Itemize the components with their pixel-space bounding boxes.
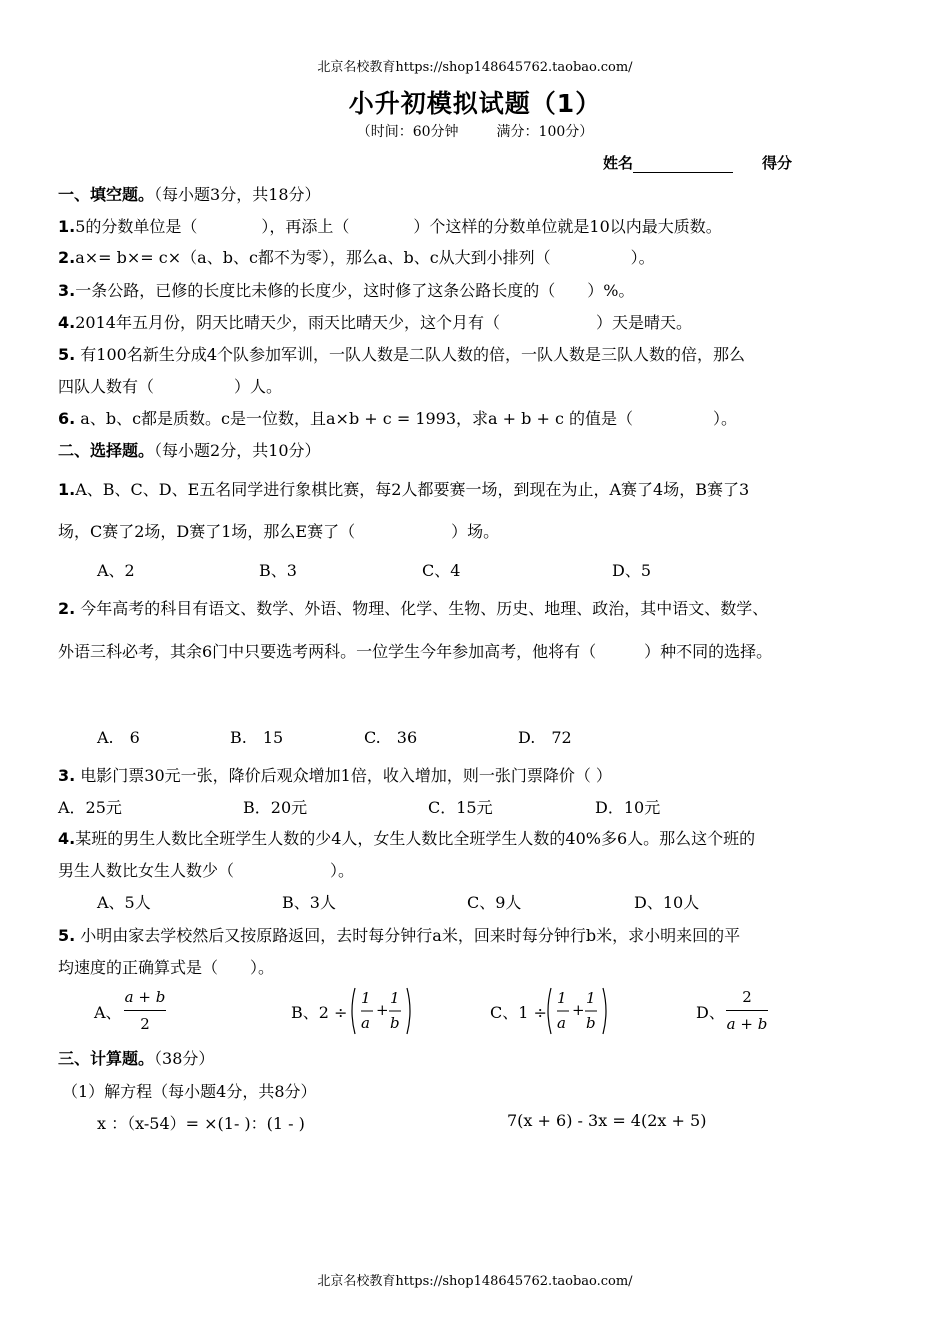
q5-c-plus: + xyxy=(572,1001,585,1019)
q5-option-c-label: C、1 ÷ xyxy=(490,1003,547,1022)
q5-option-d[interactable] xyxy=(696,1000,725,1023)
page-footer: 北京名校教育https://shop148645762.taobao.com/ xyxy=(317,1274,633,1289)
q4-option-c[interactable]: C、9人 xyxy=(467,893,522,912)
question-number: 4. xyxy=(58,313,76,332)
q1-option-d[interactable]: D、5 xyxy=(612,561,652,580)
section-2-title: 二、选择题。 xyxy=(58,441,155,460)
section-2-heading xyxy=(58,438,321,461)
q4-option-d[interactable]: D、10人 xyxy=(634,893,700,912)
q1-option-c[interactable]: C、4 xyxy=(422,561,461,580)
q5-b-frac2-den: b xyxy=(390,1014,400,1032)
question-number: 1. xyxy=(58,480,76,499)
q5-c-frac2-num: 1 xyxy=(586,989,596,1007)
left-paren xyxy=(352,988,355,1034)
question-number: 1. xyxy=(58,217,76,236)
right-paren xyxy=(407,988,410,1034)
question-text: a×= b×= c×（a、b、c都不为零），那么a、b、c从大到小排列（ ）。 xyxy=(75,248,655,267)
name-field[interactable] xyxy=(603,152,733,173)
question-text: a、b、c都是质数。c是一位数，且a×b + c = 1993，求a + b + c 的值是（ ）。 xyxy=(75,409,738,428)
q5-c-frac2-den: b xyxy=(586,1014,596,1032)
q5-option-c[interactable] xyxy=(490,1000,547,1023)
q5-option-b-label: B、2 ÷ xyxy=(291,1003,348,1022)
question-text: 2014年五月份，阴天比晴天少，雨天比晴天少，这个月有（ ）天是晴天。 xyxy=(75,313,692,332)
q4-option-b[interactable]: B、3人 xyxy=(282,893,336,912)
section-2-note: （每小题2分，共10分） xyxy=(154,441,321,460)
q3-option-b[interactable]: B．20元 xyxy=(243,798,308,817)
q5-b-plus: + xyxy=(376,1001,389,1019)
choice-question-1-line2: 场，C赛了2场，D赛了1场，那么E赛了（ ）场。 xyxy=(58,522,500,541)
fraction-numerator: a + b xyxy=(124,988,166,1006)
page-title: 小升初模拟试题（1） xyxy=(348,89,602,118)
fill-question-2 xyxy=(58,245,655,268)
page-header: 北京名校教育https://shop148645762.taobao.com/ xyxy=(317,60,633,75)
left-paren xyxy=(548,988,551,1034)
score-label: 得分 xyxy=(762,154,793,172)
right-paren xyxy=(603,988,606,1034)
q1-option-b[interactable]: B、3 xyxy=(259,561,297,580)
choice-question-2-line2: 外语三科必考，其余6门中只要选考两科。一位学生今年参加高考，他将有（ ）种不同的选择。 xyxy=(58,642,773,661)
q3-option-a[interactable]: A．25元 xyxy=(58,798,122,817)
question-text: 5的分数单位是（ ），再添上（ ）个这样的分数单位就是10以内最大质数。 xyxy=(75,217,722,236)
question-text: 有100名新生分成4个队参加军训，一队人数是二队人数的倍，一队人数是三队人数的倍，那么 xyxy=(75,345,746,364)
full-score: 满分：100分） xyxy=(496,124,594,140)
fraction-denominator: a + b xyxy=(726,1015,768,1033)
fill-question-4 xyxy=(58,310,692,333)
fraction-denominator: 2 xyxy=(140,1015,150,1033)
fill-question-6 xyxy=(58,406,737,429)
fill-question-5-line2: 四队人数有（ ）人。 xyxy=(58,377,283,396)
question-text: 一条公路，已修的长度比未修的长度少，这时修了这条公路长度的（ ）%。 xyxy=(75,281,635,300)
fill-question-1 xyxy=(58,214,722,237)
q2-option-b[interactable]: B. 15 xyxy=(230,728,284,747)
q5-option-a-label: A、 xyxy=(94,1003,122,1022)
question-number: 4. xyxy=(58,829,76,848)
choice-question-1 xyxy=(58,477,749,500)
q5-b-frac1-num: 1 xyxy=(361,989,371,1007)
fraction-numerator: 2 xyxy=(742,988,752,1006)
question-number: 6. xyxy=(58,409,76,428)
q5-option-b[interactable] xyxy=(291,1000,347,1023)
section-3-heading xyxy=(58,1046,214,1069)
choice-question-4 xyxy=(58,826,755,849)
question-number: 5. xyxy=(58,926,76,945)
choice-question-3 xyxy=(58,763,612,786)
question-number: 3. xyxy=(58,281,76,300)
section-3-title: 三、计算题。 xyxy=(58,1049,155,1068)
fraction-bar xyxy=(726,1010,768,1011)
exam-info xyxy=(0,121,950,141)
equation-1: x ：（x-54）= ×(1- )：(1 - ) xyxy=(97,1114,305,1133)
q5-c-frac1-den: a xyxy=(557,1014,566,1032)
q2-option-a[interactable]: A. 6 xyxy=(97,728,140,747)
section-1-title: 一、填空题。 xyxy=(58,185,155,204)
q5-b-frac2-num: 1 xyxy=(390,989,400,1007)
q3-option-d[interactable]: D．10元 xyxy=(595,798,661,817)
question-number: 2. xyxy=(58,599,76,618)
name-label: 姓名 xyxy=(603,154,634,172)
fill-question-3 xyxy=(58,278,634,301)
question-number: 5. xyxy=(58,345,76,364)
choice-question-5-line2: 均速度的正确算式是（ ）。 xyxy=(58,958,275,977)
time-limit: （时间：60分钟 xyxy=(356,124,459,140)
q5-b-frac1-den: a xyxy=(361,1014,370,1032)
section-3-note: （38分） xyxy=(154,1049,215,1068)
q5-option-d-fraction xyxy=(726,988,768,1036)
q3-option-c[interactable]: C．15元 xyxy=(428,798,493,817)
question-text: 今年高考的科目有语文、数学、外语、物理、化学、生物、历史、地理、政治，其中语文、数学、 xyxy=(75,599,769,618)
q2-option-c[interactable]: C. 36 xyxy=(364,728,418,747)
q1-option-a[interactable]: A、2 xyxy=(97,561,135,580)
fill-question-5 xyxy=(58,342,745,365)
equation-2: 7(x + 6) - 3x = 4(2x + 5) xyxy=(507,1111,707,1130)
section-1-note: （每小题3分，共18分） xyxy=(154,185,321,204)
q5-c-frac1-num: 1 xyxy=(557,989,567,1007)
choice-question-5 xyxy=(58,923,740,946)
q5-option-a-fraction xyxy=(124,988,166,1036)
question-text: 电影门票30元一张，降价后观众增加1倍，收入增加，则一张门票降价（ ） xyxy=(75,766,612,785)
question-text: 某班的男生人数比全班学生人数的少4人，女生人数比全班学生人数的40%多6人。那么这个班的 xyxy=(75,829,756,848)
section-1-heading xyxy=(58,182,321,205)
question-text: 小明由家去学校然后又按原路返回，去时每分钟行a米，回来时每分钟行b米，求小明来回的平 xyxy=(75,926,741,945)
fraction-bar xyxy=(124,1010,166,1011)
section-3-subheading: （1）解方程（每小题4分，共8分） xyxy=(62,1082,317,1101)
choice-question-2 xyxy=(58,596,768,619)
q5-option-a[interactable] xyxy=(94,1000,122,1023)
q4-option-a[interactable]: A、5人 xyxy=(97,893,151,912)
question-text: A、B、C、D、E五名同学进行象棋比赛，每2人都要赛一场，到现在为止，A赛了4场，B赛了3 xyxy=(75,480,750,499)
question-number: 2. xyxy=(58,248,76,267)
q5-option-d-label: D、 xyxy=(696,1003,725,1022)
choice-question-4-line2: 男生人数比女生人数少（ ）。 xyxy=(58,861,355,880)
q2-option-d[interactable]: D. 72 xyxy=(518,728,572,747)
question-number: 3. xyxy=(58,766,76,785)
